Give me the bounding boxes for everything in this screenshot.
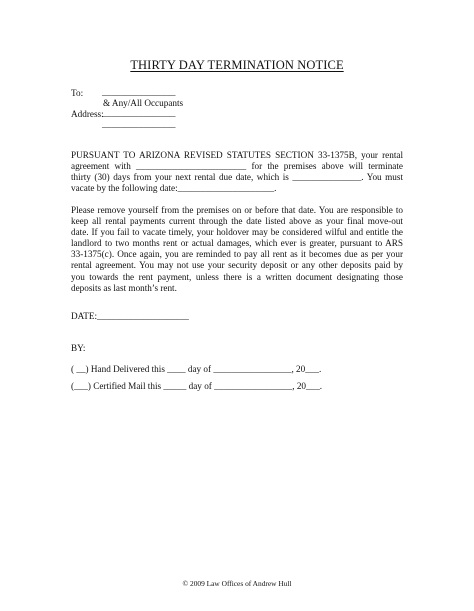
document-title: THIRTY DAY TERMINATION NOTICE (130, 58, 344, 72)
paragraph-line: thirty (30) days from your next rental due date, which is _______________. You must (71, 172, 403, 183)
paragraph-line: deposits as last month’s rent. (71, 282, 177, 293)
paragraph-line: PURSUANT TO ARIZONA REVISED STATUTES SECTION 33-1375B, your rental (71, 150, 403, 160)
paragraph-line: landlord to two months rent or actual damages, which ever is greater, pursuant to ARS (71, 238, 403, 249)
occupants-text: & Any/All Occupants (103, 98, 184, 108)
to-blank: ________________ (102, 87, 176, 97)
address-blank-2: ________________ (102, 119, 176, 129)
paragraph-line: agreement with ________________________ for the premises above will terminate (71, 161, 403, 172)
address-blank-1: ________________ (102, 108, 176, 118)
paragraph-line: 33-1375(c). Once again, you are reminded to pay all rent as it becomes due as per your (71, 249, 403, 260)
copyright-footer: © 2009 Law Offices of Andrew Hull (182, 579, 292, 588)
to-label: To: (71, 88, 84, 98)
hand-delivered-line: ( __) Hand Delivered this ____ day of _________________, 20___. (71, 364, 322, 374)
certified-mail-line: (___) Certified Mail this _____ day of _________________, 20___. (71, 381, 323, 391)
statute-paragraph (71, 150, 403, 194)
by-line: BY: (71, 343, 86, 353)
address-label: Address: (71, 109, 104, 119)
paragraph-line: keep all rental payments current through the date listed above as your final move-out (71, 216, 403, 227)
instructions-paragraph (71, 205, 403, 294)
date-line: DATE:____________________ (71, 311, 189, 321)
paragraph-line: rental agreement. You may not use your security deposit or any other deposits paid by (71, 260, 403, 271)
paragraph-line: vacate by the following date:_____________________. (71, 183, 277, 194)
paragraph-line: date. If you fail to vacate timely, your holdover may be considered wilful and entitle the (71, 227, 403, 238)
paragraph-line: Please remove yourself from the premises on or before that date. You are responsible to (71, 205, 403, 215)
paragraph-line: you towards the rent payment, unless there is a written document designating those (71, 271, 403, 282)
